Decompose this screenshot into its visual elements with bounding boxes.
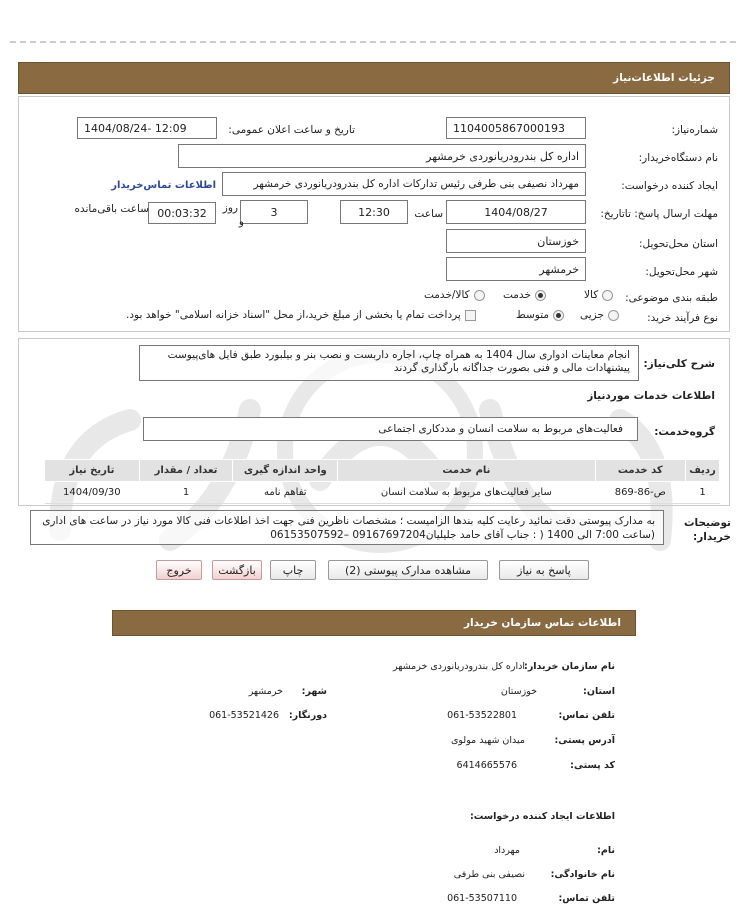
attachments-button[interactable]: مشاهده مدارک پیوستی (2) [328, 560, 488, 580]
creator-title: اطلاعات ایجاد کننده درخواست: [469, 811, 615, 822]
process-label: نوع فرآیند خرید: [647, 312, 718, 324]
deadline-time-label: ساعت [414, 208, 443, 220]
col-code: کد خدمت [595, 460, 686, 482]
contact-phone-label: تلفن تماس: [558, 710, 615, 721]
treasury-option[interactable] [126, 309, 476, 321]
cell-code: ص-86-869 [595, 482, 686, 504]
city-label: شهر محل‌تحویل: [645, 266, 718, 278]
days-label: روز [222, 202, 238, 214]
buyer-notes-label: توضیحات خریدار: [683, 517, 731, 543]
col-name: نام خدمت [338, 460, 595, 482]
treasury-checkbox[interactable] [465, 310, 476, 321]
category-option-service[interactable] [503, 289, 546, 301]
contact-province-value: خوزستان [500, 686, 537, 697]
first-name-value: مهرداد [494, 845, 520, 856]
announce-datetime-field: 1404/08/24- 12:09 [77, 117, 217, 139]
process-medium-radio[interactable] [553, 310, 564, 321]
print-button[interactable]: چاپ [270, 560, 316, 580]
cell-row: 1 [686, 482, 720, 504]
remaining-time-field: 00:03:32 [148, 202, 216, 224]
contact-header-title: اطلاعات تماس سازمان خریدار [464, 617, 621, 629]
table-row [45, 482, 720, 504]
category-goods-service-label: کالا/خدمت [424, 289, 470, 301]
category-option-goods[interactable] [584, 289, 613, 301]
org-name-value: اداره کل بندرودریانوردی خرمشهر [393, 661, 525, 672]
cell-date: 1404/09/30 [45, 482, 140, 504]
services-table [44, 459, 720, 504]
creator-phone-value: 061-53507110 [447, 893, 517, 904]
deadline-label: مهلت ارسال پاسخ: تاتاریخ: [600, 208, 718, 220]
requester-field: مهرداد نصیفی بنی طرفی رئیس تدارکات اداره کل بندرودریانوردی خرمشهر [222, 172, 586, 196]
process-medium-label: متوسط [516, 309, 549, 321]
contact-city-value: خرمشهر [248, 686, 283, 697]
service-group-label: گروه‌خدمت: [654, 426, 715, 438]
and-label: و [238, 216, 244, 228]
process-option-minor[interactable] [580, 309, 619, 321]
postal-value: 6414665576 [456, 760, 517, 771]
buyer-org-label: نام دستگاه‌خریدار: [638, 152, 718, 164]
creator-phone-label: تلفن تماس: [558, 893, 615, 904]
deadline-date-field: 1404/08/27 [446, 200, 586, 224]
postal-label: کد پستی: [570, 760, 615, 771]
reply-button[interactable]: پاسخ به نیاز [499, 560, 589, 580]
category-option-goods-service[interactable] [424, 289, 485, 301]
services-title: اطلاعات خدمات موردنیاز [587, 390, 715, 402]
buyer-org-field: اداره کل بندرودریانوردی خرمشهر [178, 144, 586, 168]
details-header-title: جزئیات اطلاعات‌نیاز [613, 72, 715, 84]
contact-phone-value: 061-53522801 [447, 710, 517, 721]
buyer-notes-text: به مدارک پیوستی دقت نمائید رعایت کلیه بندها الزامیست ؛ مشخصات ناظرین فنی جهت اخذ اطلاعات فنی کالا مورد نیاز در ساعت های اداری (ساعت 7:00 الی 1400 ( : جناب آقای حامد جلیلیان09167697204 –06153507592 [30, 510, 664, 545]
col-date: تاریخ نیاز [45, 460, 140, 482]
need-number-field: 1104005867000193 [446, 117, 586, 139]
category-goods-label: کالا [584, 289, 599, 301]
first-name-label: نام: [597, 845, 615, 856]
services-table-header [45, 460, 720, 482]
process-minor-radio[interactable] [608, 310, 619, 321]
treasury-note: پرداخت تمام یا بخشی از مبلغ خرید،از محل "اسناد خزانه اسلامی" خواهد بود. [126, 309, 461, 321]
days-field: 3 [240, 200, 308, 224]
category-goods-service-radio[interactable] [474, 290, 485, 301]
service-group-field: فعالیت‌های مربوط به سلامت انسان و مددکاری اجتماعی [143, 417, 638, 441]
details-header-bar [18, 62, 730, 94]
requester-label: ایجاد کننده درخواست: [621, 180, 718, 192]
summary-label: شرح کلی‌نیاز: [643, 358, 715, 370]
col-unit: واحد اندازه گیری [233, 460, 338, 482]
contact-header-bar [112, 610, 636, 636]
process-minor-label: جزیی [580, 309, 604, 321]
category-label: طبقه بندی موضوعی: [625, 292, 718, 304]
city-field: خرمشهر [446, 257, 586, 281]
province-field: خوزستان [446, 229, 586, 253]
category-service-label: خدمت [503, 289, 531, 301]
col-qty: تعداد / مقدار [139, 460, 233, 482]
need-number-label: شماره‌نیاز: [671, 124, 718, 136]
org-name-label: نام سازمان خریدار: [524, 661, 615, 672]
contact-city-label: شهر: [301, 686, 327, 697]
cell-qty: 1 [139, 482, 233, 504]
address-value: میدان شهید مولوی [450, 735, 525, 746]
top-divider [10, 41, 736, 43]
fax-label: دورنگار: [288, 710, 327, 721]
announce-label: تاریخ و ساعت اعلان عمومی: [228, 124, 355, 136]
fax-value: 061-53521426 [209, 710, 279, 721]
col-row: ردیف [686, 460, 720, 482]
last-name-value: نصیفی بنی طرفی [453, 869, 525, 880]
summary-text: انجام معاینات ادواری سال 1404 به همراه چاپ، اجاره داربست و نصب بنر و بیلبورد طبق فایل های‌پیوست پیشنهادات مالی و فنی بصورت جداگانه بارگذاری گردند [139, 345, 639, 381]
contact-province-label: استان: [583, 686, 615, 697]
last-name-label: نام خانوادگی: [550, 869, 615, 880]
province-label: استان محل‌تحویل: [638, 238, 718, 250]
category-service-radio[interactable] [535, 290, 546, 301]
deadline-time-field: 12:30 [340, 200, 408, 224]
category-goods-radio[interactable] [602, 290, 613, 301]
exit-button[interactable]: خروج [156, 560, 202, 580]
address-label: آدرس پستی: [554, 735, 615, 746]
process-option-medium[interactable] [516, 309, 564, 321]
remaining-label: ساعت باقی‌مانده [74, 203, 149, 215]
cell-unit: تفاهم نامه [233, 482, 338, 504]
cell-name: سایر فعالیت‌های مربوط به سلامت انسان [338, 482, 595, 504]
buyer-contact-link[interactable]: اطلاعات تماس‌خریدار [111, 180, 216, 191]
back-button[interactable]: بازگشت [212, 560, 262, 580]
